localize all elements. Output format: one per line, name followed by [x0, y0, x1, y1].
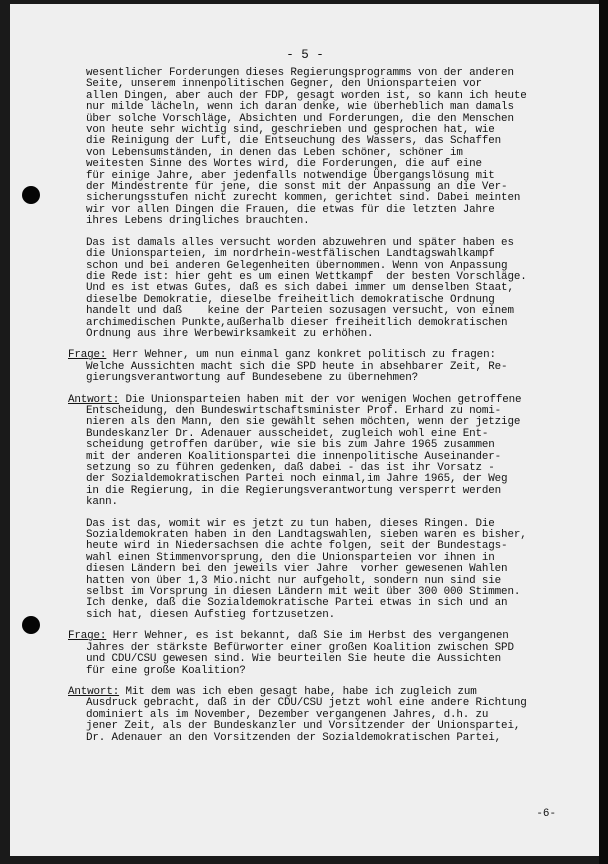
text-line: die Unionsparteien, im nordrhein-westfälischen Landtagswahlkampf	[86, 248, 495, 261]
question-1	[68, 349, 596, 385]
text-line: Ausdruck gebracht, daß in der CDU/CSU jetzt wohl eine andere Richtung	[86, 697, 527, 710]
text-line: Und es ist etwas Gutes, daß es sich dabei immer um denselben Staat,	[86, 282, 514, 295]
answer-2	[68, 685, 596, 744]
text-line: gierungsverantwortung auf Bundesebene zu übernehmen?	[86, 372, 419, 385]
text-line: für eine große Koalition?	[86, 664, 246, 677]
text-line: Ordnung aus ihre Werbewirksamkeit zu erhöhen.	[86, 327, 374, 340]
text-line: Ich denke, daß die Sozialdemokratische Partei etwas in sich und an	[86, 597, 508, 610]
text-line: schon und bei anderen Gelegenheiten übernommen. Wenn von Anpassung	[86, 259, 508, 272]
qa-label: Antwort:	[68, 685, 120, 698]
text-line: von heute sehr wichtig sind, geschrieben und gesprochen hat, wie	[86, 124, 495, 137]
paragraph-3	[86, 519, 596, 622]
text-line: Entscheidung, den Bundeswirtschaftsminister Prof. Erhard zu nomi-	[86, 404, 502, 417]
paragraph-1	[86, 68, 596, 228]
qa-label: Frage:	[68, 349, 107, 362]
qa-first-line: Mit dem was ich eben gesagt habe, habe ich zugleich zum	[119, 685, 477, 698]
text-line: heute wird in Niedersachsen die achte folgen, seit der Bundestags-	[86, 540, 508, 553]
text-line: dominiert als im November, Dezember vergangenen Jahres, d.h. zu	[86, 708, 489, 721]
qa-first-line: Herr Wehner, um nun einmal ganz konkret politisch zu fragen:	[106, 349, 496, 362]
text-line: Jahres der stärkste Befürworter einer großen Koalition zwischen SPD	[86, 641, 514, 654]
page-number: - 5 -	[286, 48, 324, 62]
text-line: Welche Aussichten macht sich die SPD heute in absehbarer Zeit, Re-	[86, 360, 508, 373]
text-line: ihres Lebens dringliches brauchten.	[86, 215, 310, 228]
text-line	[68, 631, 596, 642]
text-line: scheidung getroffen darüber, wie sie bis zum Jahre 1965 zusammen	[86, 439, 495, 452]
text-line: selbst im Vorsprung in diesen Ländern mit weit über 300 000 Stimmen.	[86, 586, 521, 599]
text-line: der Mindestrente für jene, die sonst mit der Anpassung an die Ver-	[86, 181, 508, 194]
text-line: jener Zeit, als der Bundeskanzler und Vorsitzender der Unionspartei,	[86, 720, 521, 733]
scan-edge	[599, 0, 608, 864]
text-line: Dr. Adenauer an den Vorsitzenden der Sozialdemokratischen Partei,	[86, 731, 502, 744]
text-line: setzung so zu führen gedenken, daß dabei - das ist ihr Vorsatz -	[86, 462, 495, 474]
text-line: und CDU/CSU gewesen sind. Wie beurteilen Sie heute die Aussichten	[86, 653, 502, 666]
paragraph-2	[86, 238, 596, 341]
qa-first-line: Die Unionsparteien haben mit der vor wenigen Wochen getroffene	[119, 393, 522, 406]
text-line: weitesten Sinne des Wortes wird, die Forderungen, die auf eine	[86, 158, 482, 171]
text-line: von Lebensumständen, in denen das Leben schöner, schöner im	[86, 146, 463, 159]
text-line: nieren als den Mann, den sie gewählt sehen möchten, wenn der jetzige	[86, 416, 521, 429]
text-line: dieselbe Demokratie, dieselbe freiheitlich demokratische Ordnung	[86, 293, 495, 306]
text-line: handelt und daß keine der Parteien sozusagen versucht, von einem	[86, 305, 514, 318]
text-line: diesen Ländern bei den jeweils vier Jahre vorher gewesenen Wahlen	[86, 563, 508, 576]
text-line: sich hat, diesen Aufstieg fortzusetzen.	[86, 608, 336, 621]
qa-label: Frage:	[68, 630, 107, 643]
qa-first-line: Herr Wehner, es ist bekannt, daß Sie im Herbst des vergangenen	[106, 630, 509, 643]
text-line: kann.	[86, 496, 118, 509]
text-line: Bundeskanzler Dr. Adenauer ausscheidet, zugleich wohl eine Ent-	[86, 427, 489, 440]
next-page-marker: -6-	[536, 808, 556, 820]
text-line: der Sozialdemokratischen Partei noch einmal,im Jahre 1965, der Weg	[86, 473, 508, 486]
answer-1	[68, 393, 596, 509]
text-line: für einige Jahre, aber jedenfalls notwendige Übergangslösung mit	[86, 169, 495, 182]
text-line: die Reinigung der Luft, die Entseuchung des Wassers, das Schaffen	[86, 135, 502, 148]
text-line: Seite, unserem innenpolitischen Gegner, den Unionsparteien vor	[86, 78, 482, 91]
text-line: in die Regierung, in die Regierungsverantwortung versperrt werden	[86, 484, 502, 497]
punch-hole	[22, 616, 40, 634]
text-line: wahl einen Stimmenvorsprung, den die Unionsparteien vor ihnen in	[86, 551, 495, 564]
text-line: Das ist das, womit wir es jetzt zu tun haben, dieses Ringen. Die	[86, 517, 495, 530]
text-line: hatten von über 1,3 Mio.nicht nur aufgeholt, sondern nun sind sie	[86, 574, 502, 587]
question-2	[68, 630, 596, 677]
text-line: archimedischen Punkte,außerhalb dieser freiheitlich demokratischen	[86, 316, 508, 329]
text-line: nur milde lächeln, wenn ich daran denke, wie überheblich man damals	[86, 101, 514, 114]
qa-label: Antwort:	[68, 393, 120, 406]
document-body	[68, 67, 596, 754]
document-page	[10, 4, 600, 856]
text-line: wesentlicher Forderungen dieses Regierungsprogramms von der anderen	[86, 67, 514, 79]
punch-hole	[22, 186, 40, 204]
text-line: wir vor allen Dingen die Frauen, die etwas für die letzten Jahre	[86, 203, 495, 216]
text-line: Das ist damals alles versucht worden abzuwehren und später haben es	[86, 236, 514, 249]
text-line: Sozialdemokraten haben in den Landtagswahlen, sieben waren es bisher,	[86, 529, 527, 542]
text-line: mit der anderen Koalitionspartei die innenpolitische Auseinander-	[86, 450, 502, 463]
text-line: sicherungsstufen nicht zurecht kommen, gerichtet sind. Dabei meinten	[86, 192, 521, 205]
text-line: allen Dingen, aber auch der FDP, gesagt worden ist, so kann ich heute	[86, 89, 527, 102]
text-line: über solche Vorschläge, Absichten und Forderungen, die den Menschen	[86, 112, 514, 125]
text-line: die Rede ist: hier geht es um einen Wettkampf der besten Vorschläge.	[86, 270, 527, 283]
